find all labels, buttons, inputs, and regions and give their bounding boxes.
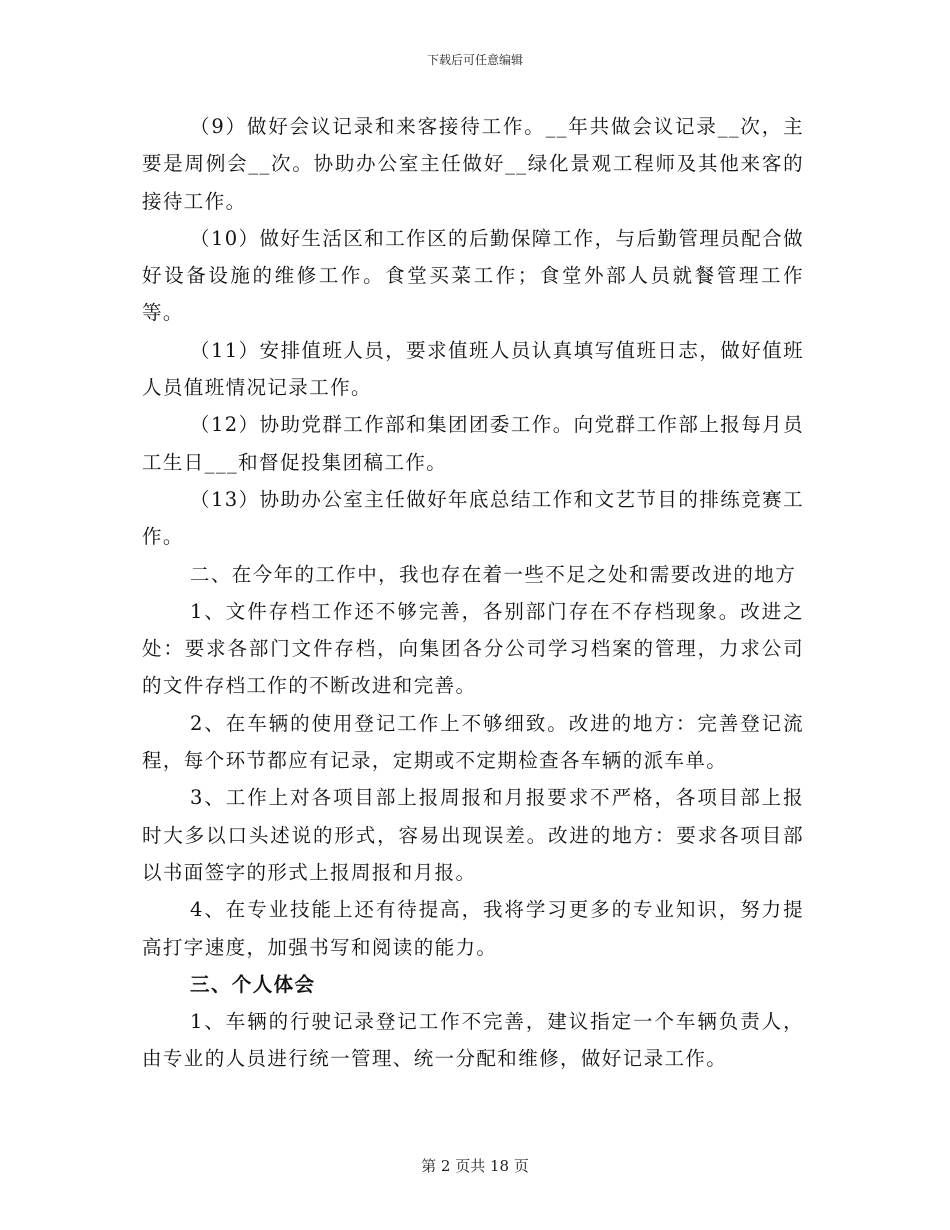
paragraph-item-12: （12）协助党群工作部和集团团委工作。向党群工作部上报每月员工生日___和督促投集团稿工作。: [142, 413, 804, 474]
improvement-item-2: 2、在车辆的使用登记工作上不够细致。改进的地方：完善登记流程，每个环节都应有记录，定期或不定期检查各车辆的派车单。: [142, 711, 804, 773]
improvement-item-3: 3、工作上对各项目部上报周报和月报要求不严格，各项目部上报时大多以口头述说的形式，容易出现误差。改进的地方：要求各项目部以书面签字的形式上报周报和月报。: [142, 786, 804, 884]
page-header: 下载后可任意编辑: [426, 53, 523, 67]
section-title-shortcomings: 二、在今年的工作中，我也存在着一些不足之处和需要改进的地方: [190, 562, 797, 586]
paragraph-item-9: （9）做好会议记录和来客接待工作。__年共做会议记录__次，主要是周例会__次。协助办公室主任做好__绿化景观工程师及其他来客的接待工作。: [142, 115, 804, 213]
document-body: [142, 108, 804, 1078]
paragraph-item-10: （10）做好生活区和工作区的后勤保障工作，与后勤管理员配合做好设备设施的维修工作。食堂买菜工作；食堂外部人员就餐管理工作等。: [142, 226, 804, 325]
section-title-personal-experience: 三、个人体会: [190, 972, 316, 996]
improvement-item-1: 1、文件存档工作还不够完善，各别部门存在不存档现象。改进之处：要求各部门文件存档，向集团各分公司学习档案的管理，力求公司的文件存档工作的不断改进和完善。: [142, 599, 804, 698]
page-number: 第 2 页共 18 页: [421, 1157, 529, 1175]
experience-item-1: 1、车辆的行驶记录登记工作不完善，建议指定一个车辆负责人，由专业的人员进行统一管理、统一分配和维修，做好记录工作。: [142, 1010, 804, 1071]
paragraph-item-11: （11）安排值班人员，要求值班人员认真填写值班日志，做好值班人员值班情况记录工作。: [142, 338, 804, 400]
improvement-item-4: 4、在专业技能上还有待提高，我将学习更多的专业知识，努力提高打字速度，加强书写和阅读的能力。: [142, 898, 804, 959]
paragraph-item-13: （13）协助办公室主任做好年底总结工作和文艺节目的排练竞赛工作。: [142, 487, 804, 549]
